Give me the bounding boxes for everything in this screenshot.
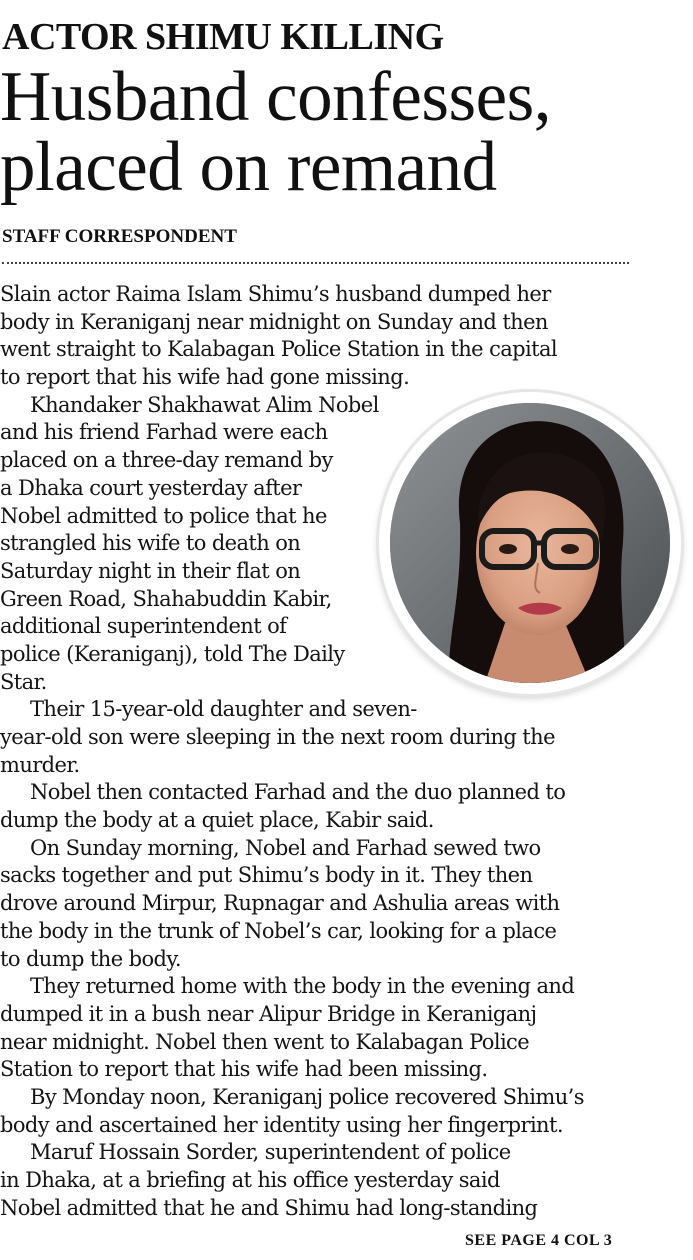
body-line: dump the body at a quiet place, Kabir said.: [0, 808, 434, 833]
body-line: Green Road, Shahabuddin Kabir,: [0, 586, 332, 611]
body-line: Saturday night in their flat on: [0, 558, 301, 583]
body-line: Their 15-year-old daughter and seven-: [30, 697, 417, 722]
body-line: Slain actor Raima Islam Shimu’s husband dumped her: [0, 282, 551, 306]
body-line: sacks together and put Shimu’s body in it. They then: [0, 863, 533, 888]
body-line: body in Keraniganj near midnight on Sunday and then: [0, 309, 548, 334]
body-line: went straight to Kalabagan Police Station in the capital: [0, 337, 558, 362]
body-line: drove around Mirpur, Rupnagar and Ashulia areas with: [0, 891, 560, 916]
body-line: murder.: [0, 752, 80, 777]
dotted-divider: [2, 262, 629, 264]
body-line: Maruf Hossain Sorder, superintendent of police: [30, 1140, 511, 1165]
body-line: near midnight. Nobel then went to Kalabagan Police: [0, 1029, 530, 1054]
body-line: placed on a three-day remand by: [0, 448, 333, 473]
body-line: Khandaker Shakhawat Alim Nobel: [30, 392, 379, 417]
body-line: Nobel then contacted Farhad and the duo planned to: [30, 780, 566, 805]
body-line: in Dhaka, at a briefing at his office yesterday said: [0, 1168, 500, 1192]
body-line: strangled his wife to death on: [0, 531, 301, 556]
kicker: ACTOR SHIMU KILLING: [2, 16, 444, 58]
body-line: Station to report that his wife had been missing.: [0, 1057, 488, 1082]
headline-line-2: placed on remand: [0, 128, 497, 206]
portrait-photo: [390, 403, 670, 683]
body-line: They returned home with the body in the evening and: [30, 974, 575, 999]
body-line: the body in the trunk of Nobel’s car, looking for a place: [0, 918, 557, 943]
byline: STAFF CORRESPONDENT: [2, 226, 237, 247]
portrait-illustration: [390, 403, 670, 683]
body-line: body and ascertained her identity using her fingerprint.: [0, 1112, 563, 1137]
headline-line-1: Husband confesses,: [0, 58, 551, 136]
body-line: Nobel admitted to police that he: [0, 503, 327, 528]
body-line: Star.: [0, 669, 47, 694]
body-line: By Monday noon, Keraniganj police recovered Shimu’s: [30, 1084, 584, 1109]
body-line: dumped it in a bush near Alipur Bridge in Keraniganj: [0, 1001, 537, 1026]
body-line: Nobel admitted that he and Shimu had long-standing: [0, 1195, 538, 1220]
body-line: a Dhaka court yesterday after: [0, 475, 302, 500]
body-line: to dump the body.: [0, 946, 181, 971]
body-line: to report that his wife had gone missing.: [0, 365, 410, 390]
body-line: and his friend Farhad were each: [0, 420, 328, 445]
body-line: additional superintendent of: [0, 614, 287, 639]
body-line: On Sunday morning, Nobel and Farhad sewed two: [30, 835, 541, 860]
continuation-note: SEE PAGE 4 COL 3: [465, 1232, 613, 1249]
body-line: police (Keraniganj), told The Daily: [0, 641, 345, 666]
headline: [0, 58, 693, 206]
portrait-photo-frame: [379, 392, 681, 694]
body-line: year-old son were sleeping in the next room during the: [0, 725, 555, 749]
